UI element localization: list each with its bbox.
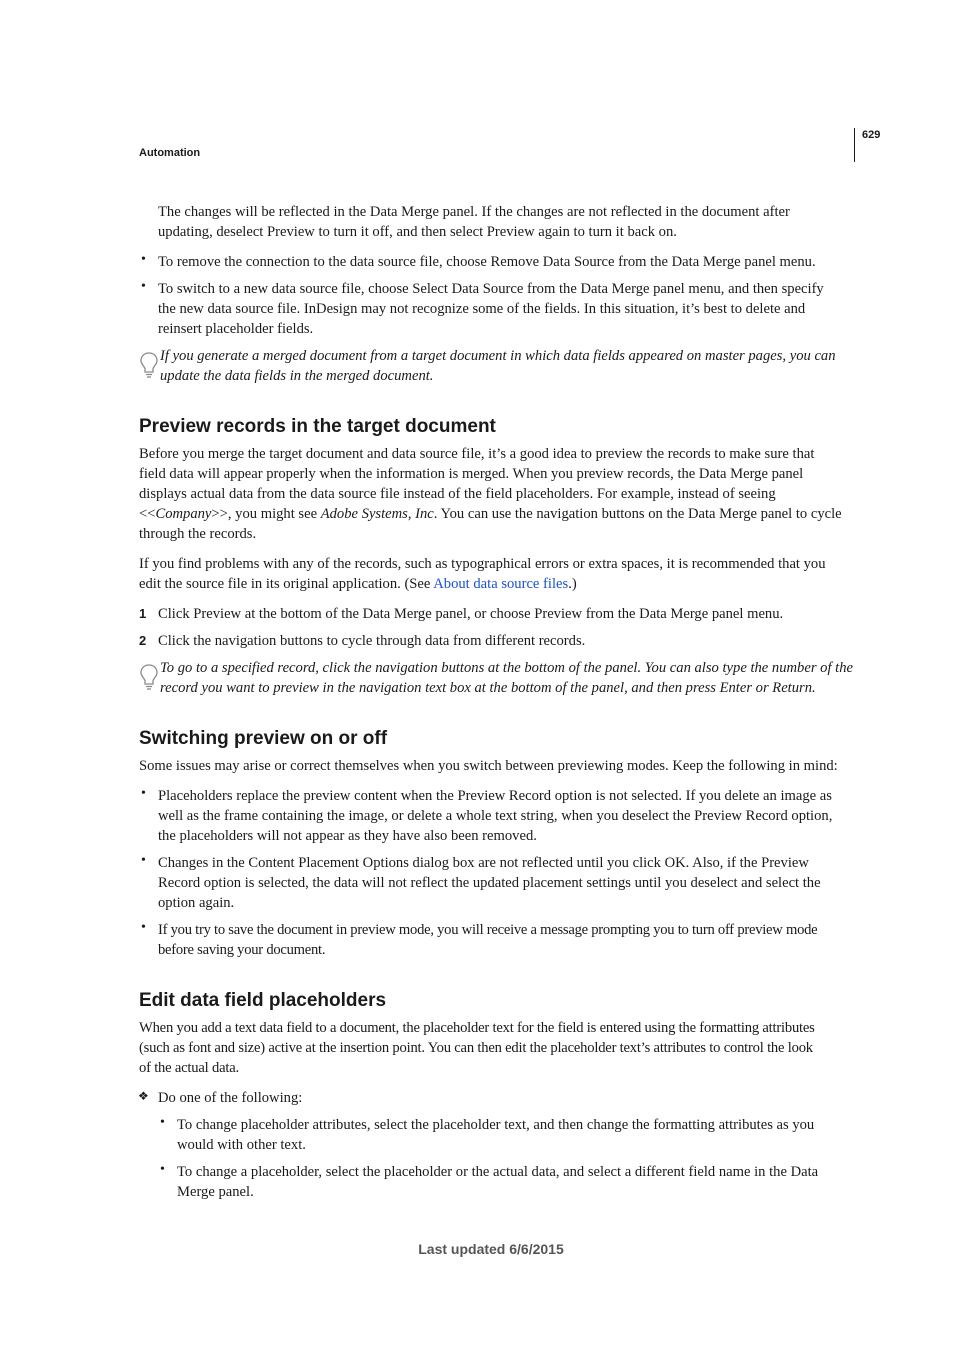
paragraph: Some issues may arise or correct themselves when you switch between previewing modes. Keep the following in mind: [139, 758, 838, 774]
text-span: .) [568, 576, 577, 592]
text-line: Changes in the Content Placement Options dialog box are not reflected until you click OK. Also, if the Preview [158, 855, 809, 871]
text-line: the new data source file. InDesign may not recognize some of the fields. In this situation, it’s best to delete and [158, 301, 806, 317]
about-data-source-files-link[interactable]: About data source files [433, 576, 569, 592]
text-line: Placeholders replace the preview content when the Preview Record option is not selected. If you delete an image as [158, 788, 832, 804]
text-span: << [139, 506, 156, 522]
text-line: If you generate a merged document from a target document in which data fields appeared on master pages, you can [160, 348, 836, 364]
tip-text [160, 346, 836, 386]
text-line: before saving your document. [158, 942, 326, 958]
section-heading: Preview records in the target document [139, 416, 496, 437]
text-line: displays actual data from the data source file instead of the field placeholders. For example, instead of seeing [139, 486, 776, 502]
section-heading: Switching preview on or off [139, 728, 388, 749]
footer [0, 1241, 954, 1257]
lightbulb-icon [139, 663, 159, 693]
paragraph [139, 554, 826, 594]
text-line: If you try to save the document in preview mode, you will receive a message prompting you to turn off preview mode [158, 922, 818, 938]
text-line: field data will appear properly when the information is merged. When you preview records, the Data Merge panel [139, 466, 804, 482]
text-line: Record option is selected, the data will not reflect the updated placement settings until you deselect and select the [158, 875, 821, 891]
bullet-marker: • [141, 279, 146, 294]
action-text: Do one of the following: [158, 1090, 303, 1106]
italic-span: Company [155, 506, 212, 522]
bullet-marker: • [141, 853, 146, 868]
text-line: The changes will be reflected in the Data Merge panel. If the changes are not reflected in the document after [158, 204, 790, 220]
text-line: of the actual data. [139, 1060, 239, 1076]
list-item [158, 786, 832, 846]
text-line: record you want to preview in the navigation text box at the bottom of the panel, and then press Enter or Return. [160, 680, 816, 696]
running-header: Automation [139, 147, 201, 159]
step-number: 1 [139, 606, 147, 621]
list-item [158, 252, 816, 272]
list-item [177, 1162, 818, 1202]
intro-paragraph [158, 202, 790, 242]
bullet-marker: • [141, 252, 146, 267]
text-span: edit the source file in its original application. (See [139, 576, 434, 592]
text-line: option again. [158, 895, 235, 911]
section-heading: Edit data field placeholders [139, 990, 387, 1011]
text-line: To switch to a new data source file, choose Select Data Source from the Data Merge panel menu, and then specify [158, 281, 824, 297]
last-updated: Last updated 6/6/2015 [418, 1241, 564, 1257]
text-span: >>, you might see [211, 506, 321, 522]
paragraph [139, 444, 842, 544]
step-text: Click Preview at the bottom of the Data Merge panel, or choose Preview from the Data Merge panel menu. [158, 606, 784, 622]
text-line: To go to a specified record, click the navigation buttons at the bottom of the panel. You can also type the number of the [160, 660, 853, 676]
text-line [139, 504, 842, 524]
text-line [139, 574, 826, 594]
bullet-marker: • [160, 1162, 165, 1177]
paragraph [139, 1018, 815, 1078]
text-line: well as the frame containing the image, or delete a whole text string, when you deselect the Preview Record option, [158, 808, 833, 824]
bullet-marker: • [141, 786, 146, 801]
action-marker-icon: ❖ [138, 1089, 149, 1103]
list-item [158, 853, 821, 913]
list-item [177, 1115, 814, 1155]
text-line: updating, deselect Preview to turn it off, and then select Preview again to turn it back on. [158, 224, 677, 240]
text-line: through the records. [139, 526, 257, 542]
bullet-marker: • [160, 1115, 165, 1130]
text-line: Before you merge the target document and data source file, it’s a good idea to preview the records to make sure that [139, 446, 815, 462]
text-span: . You can use the navigation buttons on the Data Merge panel to cycle [433, 506, 842, 522]
step-number: 2 [139, 633, 147, 648]
bullet-marker: • [141, 920, 146, 935]
lightbulb-icon [139, 351, 159, 381]
list-item [158, 920, 817, 960]
text-line: Merge panel. [177, 1184, 254, 1200]
page-number: 629 [862, 129, 881, 141]
text-line: update the data fields in the merged document. [160, 368, 434, 384]
list-item [158, 279, 824, 339]
text-line: the placeholders will not appear as they have also been removed. [158, 828, 537, 844]
text-line: (such as font and size) active at the insertion point. You can then edit the placeholder text’s attributes to control the look [139, 1040, 813, 1056]
text-line: reinsert placeholder fields. [158, 321, 314, 337]
text-line: When you add a text data field to a document, the placeholder text for the field is entered using the formatting attributes [139, 1020, 815, 1036]
text-line: would with other text. [177, 1137, 306, 1153]
text-line: If you find problems with any of the records, such as typographical errors or extra spaces, it is recommended that you [139, 556, 826, 572]
step-text: Click the navigation buttons to cycle through data from different records. [158, 633, 586, 649]
text-line: To change placeholder attributes, select the placeholder text, and then change the formatting attributes as you [177, 1117, 815, 1133]
header-divider [854, 128, 855, 162]
tip-text [160, 658, 853, 698]
text-line: To change a placeholder, select the placeholder or the actual data, and select a different field name in the Data [177, 1164, 819, 1180]
text-line: To remove the connection to the data source file, choose Remove Data Source from the Data Merge panel menu. [158, 254, 816, 270]
italic-span: Adobe Systems, Inc [320, 506, 434, 522]
